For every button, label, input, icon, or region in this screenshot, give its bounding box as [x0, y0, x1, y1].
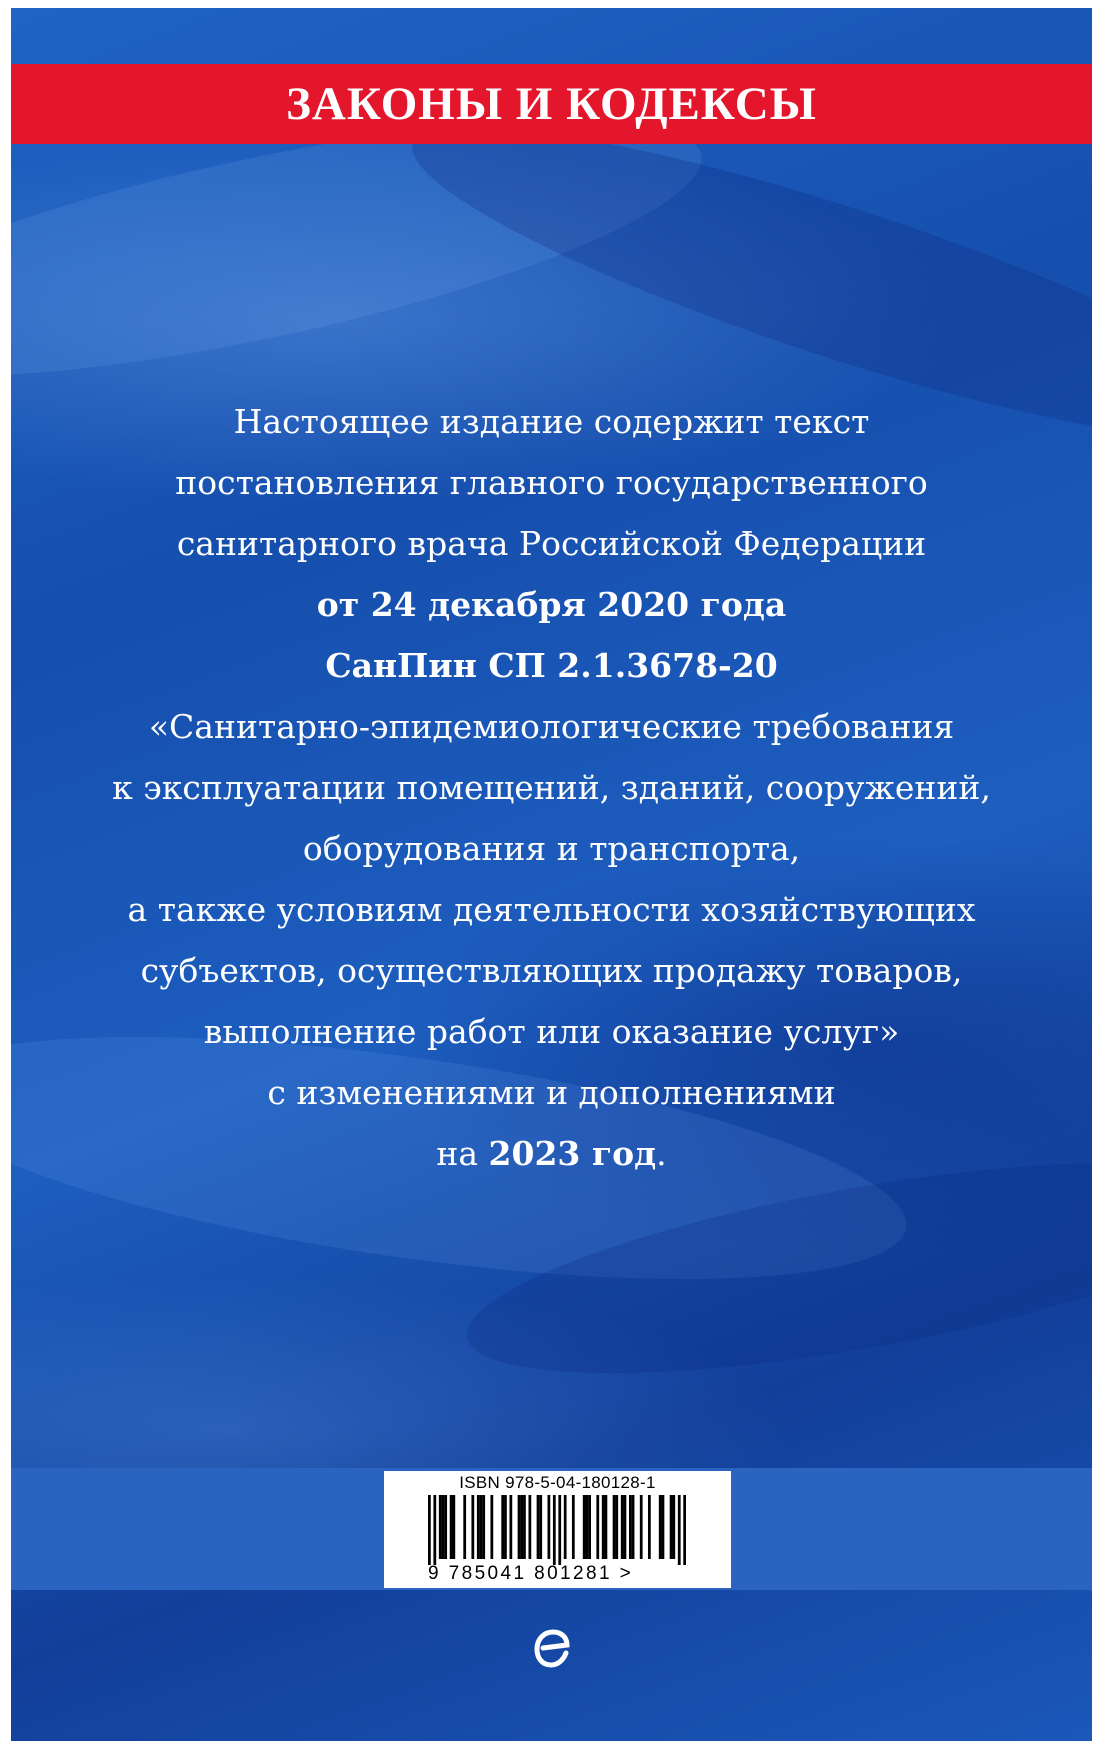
- description-line-2: постановления главного государственного: [175, 463, 928, 502]
- barcode-bar: [621, 1495, 624, 1559]
- barcode-bar: [428, 1495, 431, 1565]
- barcode-bar: [632, 1495, 635, 1559]
- barcode-bar: [678, 1495, 681, 1565]
- description-line-6: «Санитарно-эпидемиологические требования: [148, 707, 955, 746]
- description-line-12: с изменениями и дополнениями: [267, 1073, 836, 1112]
- edition-year: 2023 год: [488, 1134, 657, 1173]
- barcode-bar: [662, 1495, 665, 1559]
- barcode-bar: [672, 1495, 675, 1559]
- barcode-bar: [648, 1495, 651, 1559]
- edition-year-line: [51, 1123, 1052, 1184]
- barcode-bar: [433, 1495, 436, 1565]
- book-back-cover: [11, 8, 1092, 1741]
- barcode-bar: [537, 1495, 540, 1559]
- barcode-bar: [480, 1495, 483, 1559]
- barcode-bars: [428, 1495, 686, 1565]
- barcode-bar: [605, 1495, 608, 1559]
- description-line-7: к эксплуатации помещений, зданий, сооружений,: [112, 768, 991, 807]
- barcode-bar: [442, 1495, 445, 1559]
- book-description: [51, 391, 1052, 1184]
- barcode-bar: [463, 1495, 466, 1559]
- barcode-bar: [518, 1495, 521, 1559]
- barcode-bar: [613, 1495, 616, 1559]
- barcode-bar: [564, 1495, 567, 1559]
- barcode-bar: [588, 1495, 591, 1559]
- eksmo-e-logo-icon: [533, 1623, 573, 1669]
- barcode-bar: [553, 1495, 556, 1565]
- barcode-bar: [572, 1495, 575, 1559]
- description-line-10: субъектов, осуществляющих продажу товаров,: [140, 951, 963, 990]
- barcode-bar: [520, 1495, 523, 1559]
- series-title-band: [11, 64, 1092, 144]
- edition-year-suffix: .: [656, 1134, 667, 1173]
- description-line-8: оборудования и транспорта,: [302, 829, 801, 868]
- sanpin-code: СанПин СП 2.1.3678-20: [325, 646, 778, 685]
- decree-date: от 24 декабря 2020 года: [316, 585, 787, 624]
- barcode-box: [384, 1471, 731, 1588]
- barcode-bar: [583, 1495, 586, 1559]
- barcode-bar: [629, 1495, 632, 1559]
- barcode-bar: [501, 1495, 504, 1559]
- barcode-bar: [586, 1495, 589, 1559]
- barcode-bar: [547, 1495, 550, 1559]
- barcode-bar: [450, 1495, 453, 1559]
- isbn-label: ISBN 978-5-04-180128-1: [459, 1473, 656, 1492]
- barcode-bar: [640, 1495, 643, 1559]
- barcode-bar: [624, 1495, 627, 1559]
- barcode-digits: 9 785041 801281 >: [428, 1563, 634, 1584]
- barcode-bar: [504, 1495, 507, 1559]
- barcode-bar: [558, 1495, 561, 1565]
- barcode-bar: [539, 1495, 542, 1559]
- barcode-bar: [490, 1495, 493, 1559]
- barcode-bar: [670, 1495, 673, 1559]
- barcode-bar: [452, 1495, 455, 1559]
- barcode-bar: [482, 1495, 485, 1559]
- barcode-bar: [528, 1495, 531, 1559]
- barcode-bar: [523, 1495, 526, 1559]
- barcode-bar: [602, 1495, 605, 1559]
- description-line-1: Настоящее издание содержит текст: [233, 402, 870, 441]
- barcode-bar: [444, 1495, 447, 1559]
- barcode-bar: [615, 1495, 618, 1559]
- barcode-bar: [509, 1495, 512, 1559]
- barcode-bar: [683, 1495, 686, 1565]
- barcode-bar: [596, 1495, 599, 1559]
- barcode-bar: [439, 1495, 442, 1559]
- description-line-11: выполнение работ или оказание услуг»: [203, 1012, 900, 1051]
- series-title: ЗАКОНЫ И КОДЕКСЫ: [286, 78, 817, 130]
- description-line-9: а также условиям деятельности хозяйствующих: [127, 890, 976, 929]
- barcode-bar: [477, 1495, 480, 1559]
- barcode-bar: [659, 1495, 662, 1559]
- edition-year-prefix: на: [436, 1134, 489, 1173]
- barcode-bar: [471, 1495, 474, 1559]
- description-line-3: санитарного врача Российской Федерации: [176, 524, 927, 563]
